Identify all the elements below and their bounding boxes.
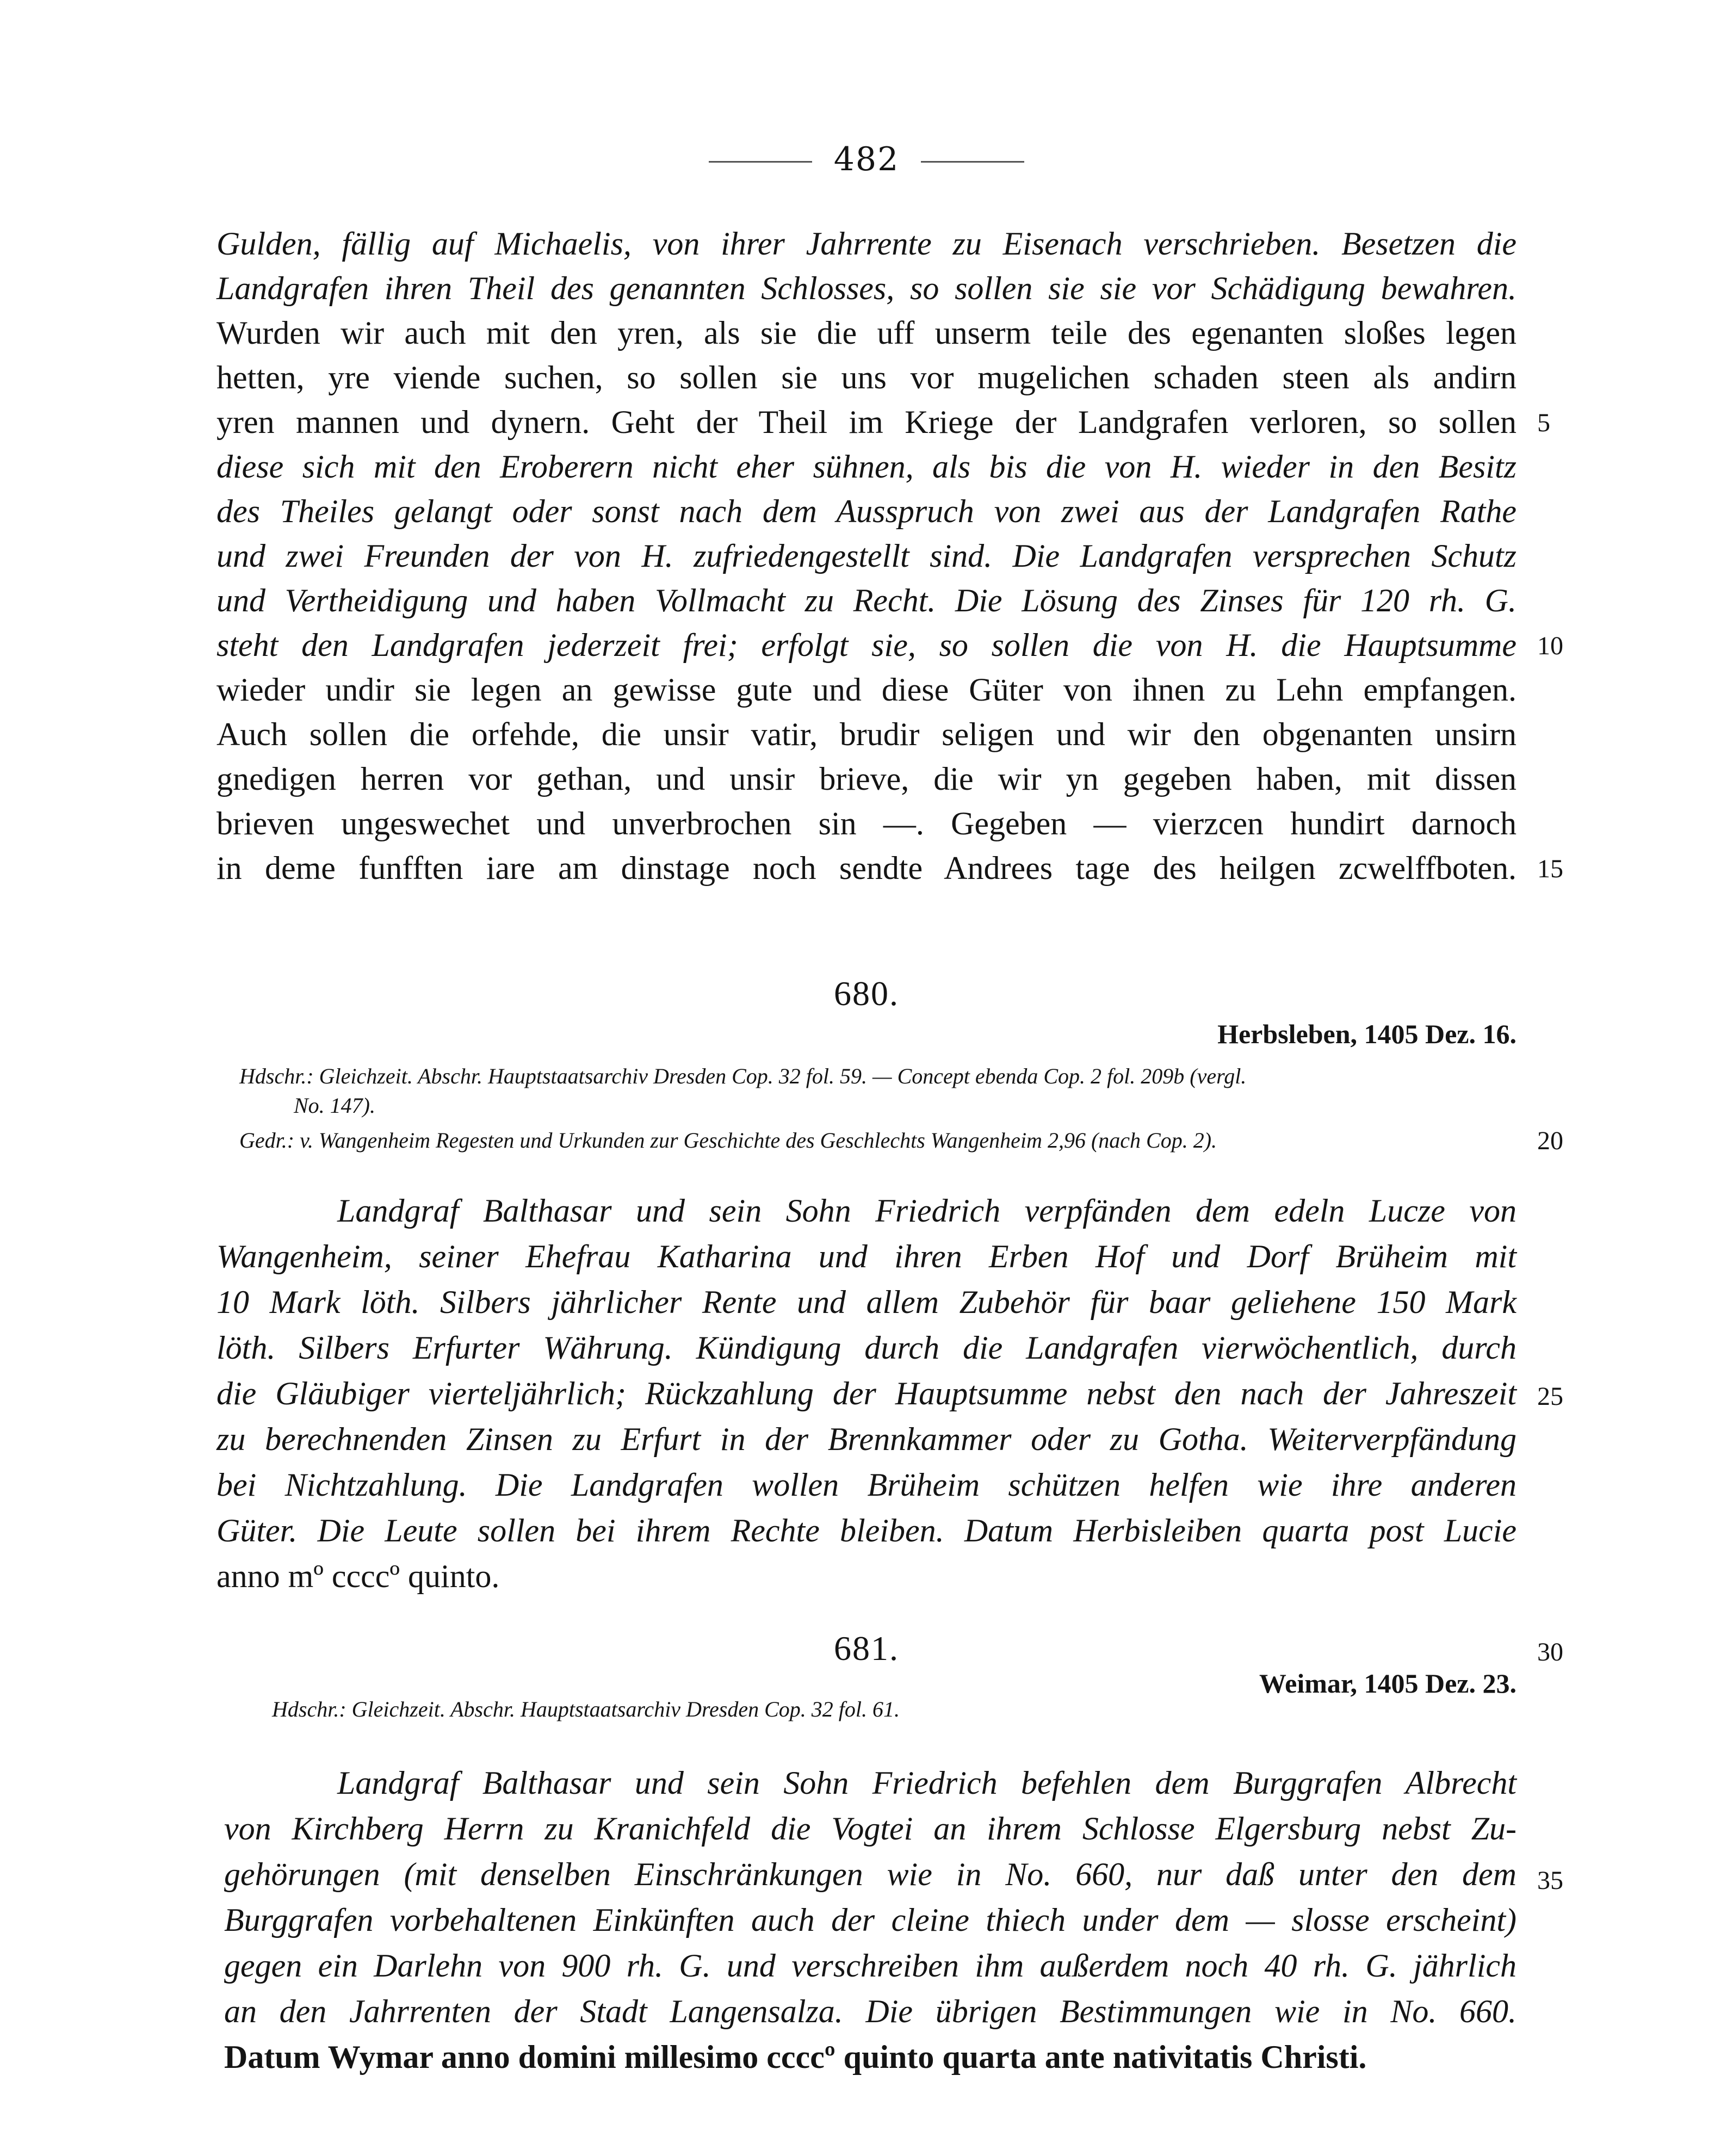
regest-line: gegen ein Darlehn von 900 rh. G. und verschreiben ihm außerdem noch 40 rh. G. jährlich — [224, 1948, 1517, 1984]
regest-line: gehörungen (mit denselben Einschränkungen wie in No. 660, nur daß unter den dem — [224, 1856, 1517, 1892]
manuscript-note: No. 147). — [294, 1093, 375, 1118]
regest-line: Landgraf Balthasar und sein Sohn Friedrich befehlen dem Burggrafen Albrecht — [337, 1765, 1517, 1801]
place-date: Herbsleben, 1405 Dez. 16. — [1217, 1019, 1517, 1049]
regest-line: zu berechnenden Zinsen zu Erfurt in der Brennkammer oder zu Gotha. Weiterverpfändung — [216, 1421, 1517, 1457]
top-line: Gulden, fällig auf Michaelis, von ihrer Jahrrente zu Eisenach verschrieben. Besetzen die — [216, 226, 1517, 262]
top-line: Wurden wir auch mit den yren, als sie die uff unserm teile des egenanten sloßes legen — [216, 315, 1517, 351]
line-mark: 30 — [1537, 1638, 1563, 1666]
top-line: Landgrafen ihren Theil des genannten Schlosses, so sollen sie sie vor Schädigung bewahren. — [216, 270, 1517, 306]
top-line: diese sich mit den Eroberern nicht eher sühnen, als bis die von H. wieder in den Besitz — [216, 449, 1517, 485]
regest-line: von Kirchberg Herrn zu Kranichfeld die Vogtei an ihrem Schlosse Elgersburg nebst Zu- — [224, 1811, 1517, 1847]
top-line: in deme funfften iare am dinstage noch sendte Andrees tage des heilgen zcwelffboten. — [216, 850, 1517, 886]
line-mark: 10 — [1537, 631, 1563, 660]
regest-line: Burggrafen vorbehaltenen Einkünften auch der cleine thiech under dem — slosse erscheint) — [224, 1902, 1517, 1938]
document-number: 680. — [834, 974, 899, 1013]
print-note: Gedr.: v. Wangenheim Regesten und Urkunden zur Geschichte des Geschlechts Wangenheim 2,96 (nach Cop. 2). — [239, 1128, 1217, 1153]
line-mark: 25 — [1537, 1382, 1563, 1411]
top-line: brieven ungeswechet und unverbrochen sin —. Gegeben — vierzcen hundirt darnoch — [216, 806, 1517, 841]
regest-line: Wangenheim, seiner Ehefrau Katharina und ihren Erben Hof und Dorf Brüheim mit — [216, 1238, 1517, 1274]
regest-line: Datum Wymar anno domini millesimo ccccº quinto quarta ante nativitatis Christi. — [224, 2039, 1367, 2075]
top-line: gnedigen herren vor gethan, und unsir brieve, die wir yn gegeben haben, mit dissen — [216, 761, 1517, 797]
header-rule-right — [921, 161, 1024, 163]
regest-line: löth. Silbers Erfurter Währung. Kündigung durch die Landgrafen vierwöchentlich, durch — [216, 1330, 1517, 1366]
header-rule-left — [709, 161, 812, 163]
top-line: wieder undir sie legen an gewisse gute und diese Güter von ihnen zu Lehn empfangen. — [216, 672, 1517, 708]
top-line: hetten, yre viende suchen, so sollen sie uns vor mugelichen schaden steen als andirn — [216, 360, 1517, 395]
line-mark: 5 — [1537, 408, 1550, 437]
top-line: yren mannen und dynern. Geht der Theil im Kriege der Landgrafen verloren, so sollen — [216, 404, 1517, 440]
regest-line: an den Jahrrenten der Stadt Langensalza. Die übrigen Bestimmungen wie in No. 660. — [224, 1993, 1517, 2029]
manuscript-note: Hdschr.: Gleichzeit. Abschr. Hauptstaatsarchiv Dresden Cop. 32 fol. 59. — Concept ebenda Cop. 2 fol. 209b (vergl. — [239, 1064, 1247, 1088]
top-line: steht den Landgrafen jederzeit frei; erfolgt sie, so sollen die von H. die Hauptsumme — [216, 627, 1517, 663]
top-line: und Vertheidigung und haben Vollmacht zu Recht. Die Lösung des Zinses für 120 rh. G. — [216, 583, 1517, 618]
top-line: des Theiles gelangt oder sonst nach dem Ausspruch von zwei aus der Landgrafen Rathe — [216, 493, 1517, 529]
page-number: 482 — [0, 140, 1733, 178]
document-number: 681. — [834, 1629, 899, 1668]
line-mark: 15 — [1537, 854, 1563, 883]
regest-line: Landgraf Balthasar und sein Sohn Friedrich verpfänden dem edeln Lucze von — [337, 1193, 1517, 1229]
regest-line: bei Nichtzahlung. Die Landgrafen wollen Brüheim schützen helfen wie ihre anderen — [216, 1467, 1517, 1503]
line-mark: 35 — [1537, 1866, 1563, 1895]
top-line: und zwei Freunden der von H. zufriedengestellt sind. Die Landgrafen versprechen Schutz — [216, 538, 1517, 574]
regest-line: die Gläubiger vierteljährlich; Rückzahlung der Hauptsumme nebst den nach der Jahreszeit — [216, 1376, 1517, 1411]
line-mark: 20 — [1537, 1126, 1563, 1155]
regest-line: anno mº ccccº quinto. — [216, 1558, 500, 1594]
top-line: Auch sollen die orfehde, die unsir vatir, brudir seligen und wir den obgenanten unsirn — [216, 716, 1517, 752]
regest-line: Güter. Die Leute sollen bei ihrem Rechte bleiben. Datum Herbisleiben quarta post Lucie — [216, 1513, 1517, 1548]
place-date: Weimar, 1405 Dez. 23. — [1259, 1668, 1517, 1699]
manuscript-note: Hdschr.: Gleichzeit. Abschr. Hauptstaatsarchiv Dresden Cop. 32 fol. 61. — [272, 1697, 900, 1721]
regest-line: 10 Mark löth. Silbers jährlicher Rente und allem Zubehör für baar geliehene 150 Mark — [216, 1284, 1517, 1320]
